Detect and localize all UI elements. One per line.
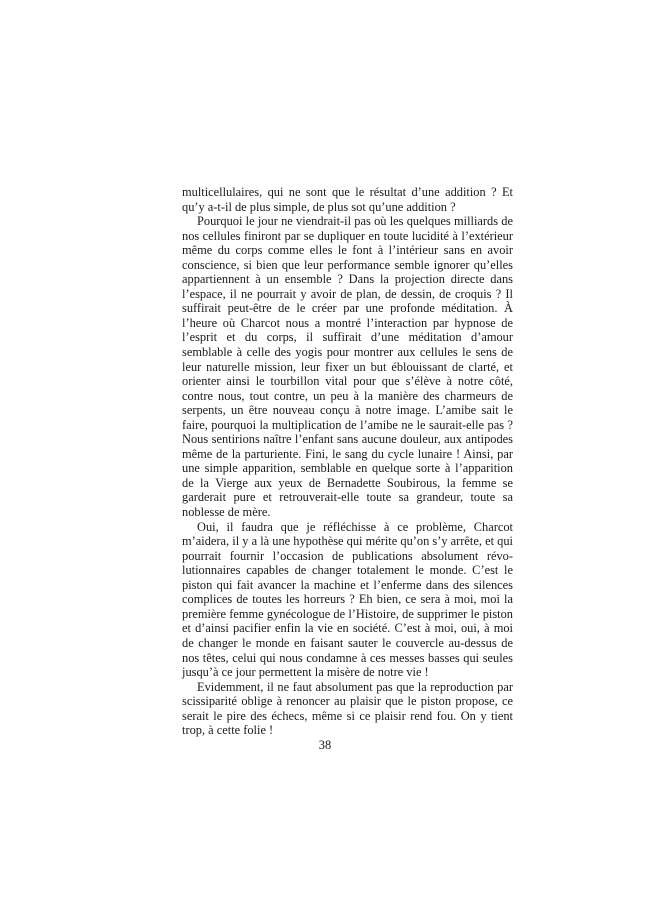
page-number: 38 bbox=[318, 738, 332, 752]
paragraph-3: Oui, il faudra que je réfléchisse à ce problème, Charcot m’aidera, il y a là une hypothèse qui mérite qu’on s’y arrête, et qui pourrait fournir l’occasion de publications absolument révolutionnaires capables de changer totalement le monde. C’est le piston qui fait avancer la machine et l’enferme dans des silences complices de toutes les horreurs ? Eh bien, ce sera à moi, moi la première femme gynécologue de l’Histoire, de supprimer le piston et d’ainsi pacifier enfin la vie en société. C’est à moi, oui, à moi de changer le monde en faisant sauter le couvercle au-dessus de nos têtes, celui qui nous condamne à ces messes basses qui seules jusqu’à ce jour permettent la misère de notre vie ! bbox=[182, 519, 513, 680]
paragraph-4: Evidemment, il ne faut absolument pas que la reproduction par scissiparité oblige à renoncer au plaisir que le piston propose, ce serait le pire des échecs, même si ce plaisir rend fou. On y tient trop, à cette folie ! bbox=[182, 679, 513, 738]
paragraph-1: multicellulaires, qui ne sont que le résultat d’une addition ? Et qu’y a-t-il de plus simple, de plus sot qu’une addition ? bbox=[182, 185, 513, 214]
paragraph-2: Pourquoi le jour ne viendrait-il pas où les quelques milliards de nos cellules finiront par se dupliquer en toute lucidité à l’extérieur même du corps comme elles le font à l’intérieur sans en avoir conscience, si bien que leur performance semble ignorer qu’elles appartiennent à un ensemble ? Dans la projection directe dans l’espace, il ne pourrait y avoir de plan, de dessin, de croquis ? Il suffirait peut-être de le créer par une profonde méditation. À l’heure où Charcot nous a montré l’interaction par hypnose de l’esprit et du corps, il suffirait d’une méditation d’amour semblable à celle des yogis pour montrer aux cellules le sens de leur naturelle mission, leur fixer un but éblouissant de clarté, et orienter ainsi le tourbillon vital pour que s’élève à notre côté, contre nous, tout contre, un peu à la manière des charmeurs de serpents, un être nouveau conçu à notre image. L’amibe sait le faire, pourquoi la multiplication de l’amibe ne le saurait-elle pas ? Nous sentirions naître l’enfant sans aucune douleur, aux antipodes même de la parturiente. Fini, le sang du cycle lunaire ! Ainsi, par une simple apparition, semblable en quelque sorte à l’apparition de la Vierge aux yeux de Bernadette Soubirous, la femme se garderait pure et retrouverait-elle toute sa grandeur, toute sa noblesse de mère. bbox=[182, 214, 513, 520]
page-body bbox=[182, 185, 513, 738]
